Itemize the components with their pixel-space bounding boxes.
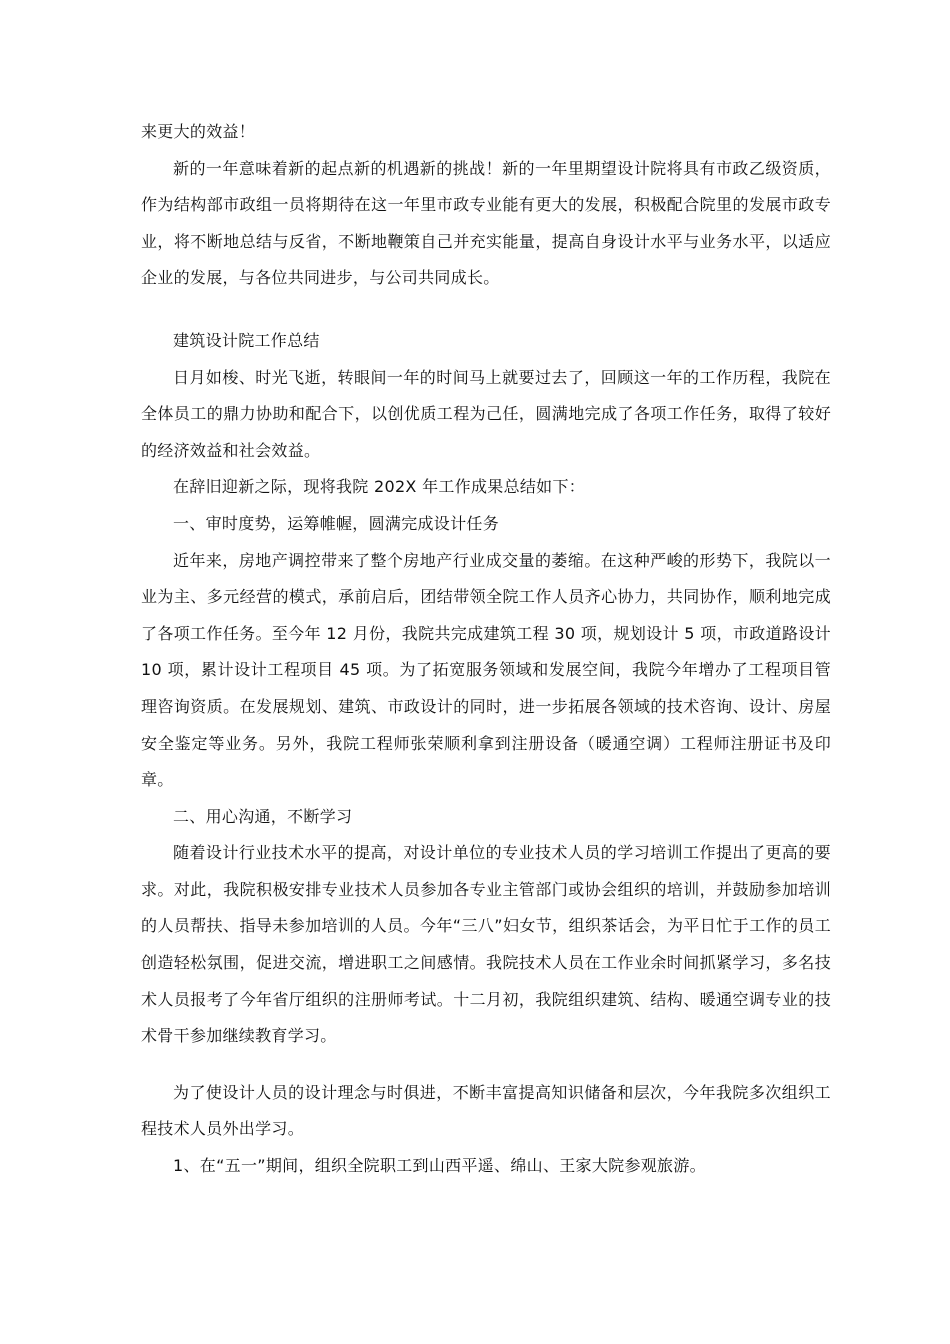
paragraph-spacer <box>141 297 831 323</box>
heading-section-1: 一、审时度势，运筹帷幄，圆满完成设计任务 <box>173 513 500 533</box>
list-item-1: 1、在“五一”期间，组织全院职工到山西平遥、绵山、王家大院参观旅游。 <box>173 1156 706 1176</box>
paragraph-continuation: 来更大的效益！ <box>141 122 256 141</box>
paragraph-intro: 日月如梭、时光飞逝，转眼间一年的时间马上就要过去了，回顾这一年的工作历程，我院在全体员工的鼎力协助和配合下，以创优质工程为己任，圆满地完成了各项工作任务，取得了较好的经济效益和社会效益。 <box>141 367 831 460</box>
paragraph-section-1-body: 近年来，房地产调控带来了整个房地产行业成交量的萎缩。在这种严峻的形势下，我院以一业为主、多元经营的模式，承前启后，团结带领全院工作人员齐心协力，共同协作，顺利地完成了各项工作任务。至今年 12 月份，我院共完成建筑工程 30 项，规划设计 5 项，市政道路设计 10 项，累计设计工程项目 45 项。为了拓宽服务领域和发展空间，我院今年增办了工程项目管理咨询资质。在发展规划、建筑、市政设计的同时，进一步拓展各领域的技术咨询、设计、房屋安全鉴定等业务。另外，我院工程师张荣顺利拿到注册设备（暖通空调）工程师注册证书及印章。 <box>141 550 831 790</box>
heading-section-2: 二、用心沟通，不断学习 <box>173 806 353 826</box>
document-body <box>141 114 831 1185</box>
paragraph-section-2-body: 随着设计行业技术水平的提高，对设计单位的专业技术人员的学习培训工作提出了更高的要求。对此，我院积极安排专业技术人员参加各专业主管部门或协会组织的培训，并鼓励参加培训的人员帮扶、指导未参加培训的人员。今年“三八”妇女节，组织茶话会，为平日忙于工作的员工创造轻松氛围，促进交流，增进职工之间感情。我院技术人员在工作业余时间抓紧学习，多名技术人员报考了今年省厅组织的注册师考试。十二月初，我院组织建筑、结构、暖通空调专业的技术骨干参加继续教育学习。 <box>141 843 831 1046</box>
paragraph-new-year-outlook: 新的一年意味着新的起点新的机遇新的挑战！新的一年里期望设计院将具有市政乙级资质，作为结构部市政组一员将期待在这一年里市政专业能有更大的发展，积极配合院里的发展市政专业，将不断地总结与反省，不断地鞭策自己并充实能量，提高自身设计水平与业务水平，以适应企业的发展，与各位共同进步，与公司共同成长。 <box>141 158 831 288</box>
section-title: 建筑设计院工作总结 <box>173 330 320 350</box>
paragraph-external-study: 为了使设计人员的设计理念与时俱进，不断丰富提高知识储备和层次，今年我院多次组织工程技术人员外出学习。 <box>141 1082 831 1139</box>
paragraph-spacer <box>141 1055 831 1075</box>
paragraph-summary-lead: 在辞旧迎新之际，现将我院 202X 年工作成果总结如下： <box>173 477 586 497</box>
